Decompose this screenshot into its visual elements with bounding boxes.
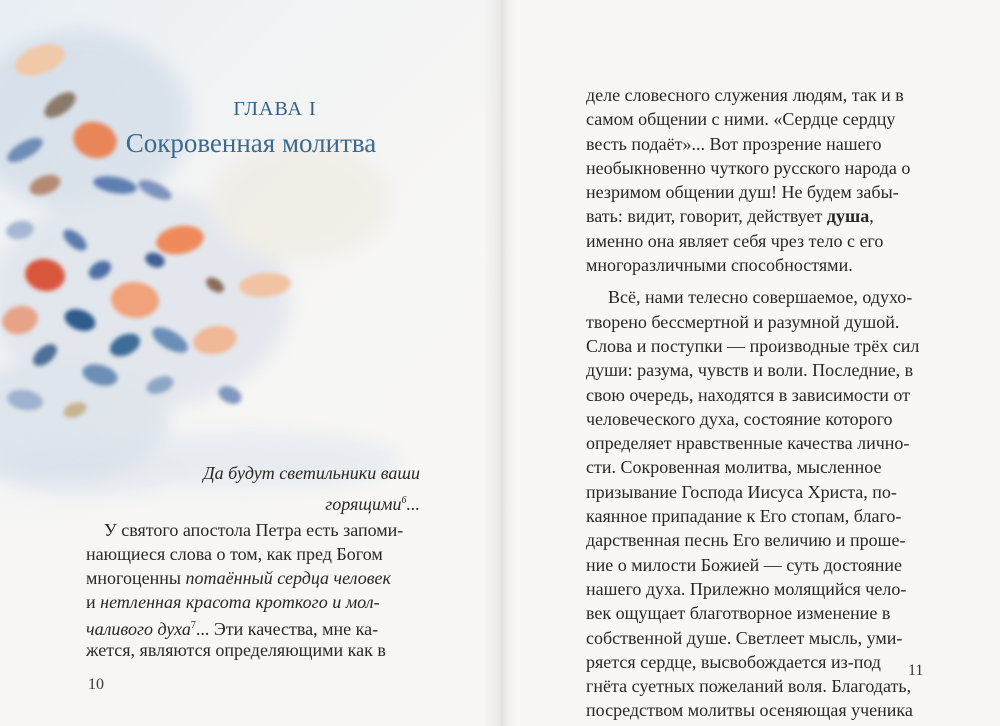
text-line: сти. Сокровенная молитва, мысленное bbox=[586, 457, 882, 478]
text-line: Всё, нами телесно совершаемое, одухо- bbox=[608, 287, 913, 308]
text-line: каянное припадание к Его стопам, благо- bbox=[586, 506, 902, 527]
text-line bbox=[86, 614, 420, 638]
text-line: именно она являет себя чрез тело с его bbox=[586, 230, 884, 251]
text-run: и bbox=[86, 592, 101, 612]
text-line: незримом общении душ! Не будем забы- bbox=[586, 182, 899, 203]
text-line: призывание Господа Иисуса Христа, по- bbox=[586, 481, 897, 502]
text-line bbox=[86, 590, 420, 614]
text-line: творено бессмертной и разумной душой. bbox=[586, 311, 900, 332]
text-line: ние о милости Божией — суть достояние bbox=[586, 554, 903, 575]
epigraph-line bbox=[120, 487, 420, 518]
page-number-right: 11 bbox=[908, 662, 924, 679]
right-page bbox=[500, 0, 1000, 726]
text-line: свою очередь, находятся в зависимости от bbox=[586, 384, 911, 405]
chapter-title: Сокровенная молитва bbox=[125, 128, 377, 158]
bold-word: душа bbox=[826, 206, 870, 227]
text-line: нашего духа. Прилежно молящийся чело- bbox=[586, 578, 907, 599]
italic-quote: нетленная красота кроткого и мол- bbox=[100, 592, 380, 612]
italic-quote: чаливого духа bbox=[86, 619, 191, 639]
text-line: век ощущает благотворное изменение в bbox=[586, 603, 891, 624]
text-line: гнёта суетных пожеланий воля. Благодать, bbox=[586, 676, 912, 697]
text-line: ряется сердце, высвобождается из-под bbox=[586, 651, 881, 672]
epigraph-text: горящими bbox=[325, 494, 402, 514]
text-run: вать: видит, говорит, действует bbox=[586, 206, 827, 227]
text-line: жется, являются определяющими как в bbox=[86, 640, 386, 660]
text-line bbox=[86, 566, 420, 590]
text-line: весть подаёт»... Вот прозрение нашего bbox=[586, 133, 882, 154]
text-line: собственной душе. Светлеет мысль, уми- bbox=[586, 627, 903, 648]
text-line: деле словесного служения людям, так и в bbox=[586, 85, 904, 105]
text-line: нающиеся слова о том, как пред Богом bbox=[86, 544, 383, 564]
text-run: , bbox=[869, 206, 874, 227]
footnote-ref: 6 bbox=[401, 495, 407, 506]
epigraph bbox=[120, 460, 420, 518]
left-body-text bbox=[86, 518, 420, 662]
epigraph-line: Да будут светильники ваши bbox=[203, 463, 420, 483]
text-run: ... Эти качества, мне ка- bbox=[195, 619, 379, 639]
text-line: посредством молитвы осеняющая ученика bbox=[586, 700, 913, 721]
italic-quote: потаённый сердца человек bbox=[185, 568, 391, 588]
text-run: многоценны bbox=[86, 568, 186, 588]
text-line: дарственная песнь Его величию и проше- bbox=[586, 530, 906, 551]
footnote-ref: 7 bbox=[190, 620, 196, 631]
text-line: определяет нравственные качества лично- bbox=[586, 433, 910, 454]
paragraph-gap bbox=[586, 277, 932, 285]
text-line: самом общении с ними. «Сердце сердцу bbox=[586, 109, 896, 130]
right-body-text bbox=[586, 83, 932, 723]
epigraph-tail: ... bbox=[406, 494, 420, 514]
text-line: Слова и поступки — производные трёх сил bbox=[586, 335, 920, 356]
text-line bbox=[586, 204, 932, 228]
chapter-label: ГЛАВА I bbox=[233, 98, 317, 120]
floral-watercolor-illustration bbox=[0, 0, 500, 520]
text-line: У святого апостола Петра есть запоми- bbox=[104, 520, 404, 540]
text-line: души: разума, чувств и воли. Последние, в bbox=[586, 360, 914, 381]
text-line: многоразличными способностями. bbox=[586, 255, 853, 276]
text-line: необыкновенно чуткого русского народа о bbox=[586, 157, 911, 178]
text-line: человеческого духа, состояние которого bbox=[586, 408, 893, 429]
page-number-left: 10 bbox=[88, 676, 104, 693]
